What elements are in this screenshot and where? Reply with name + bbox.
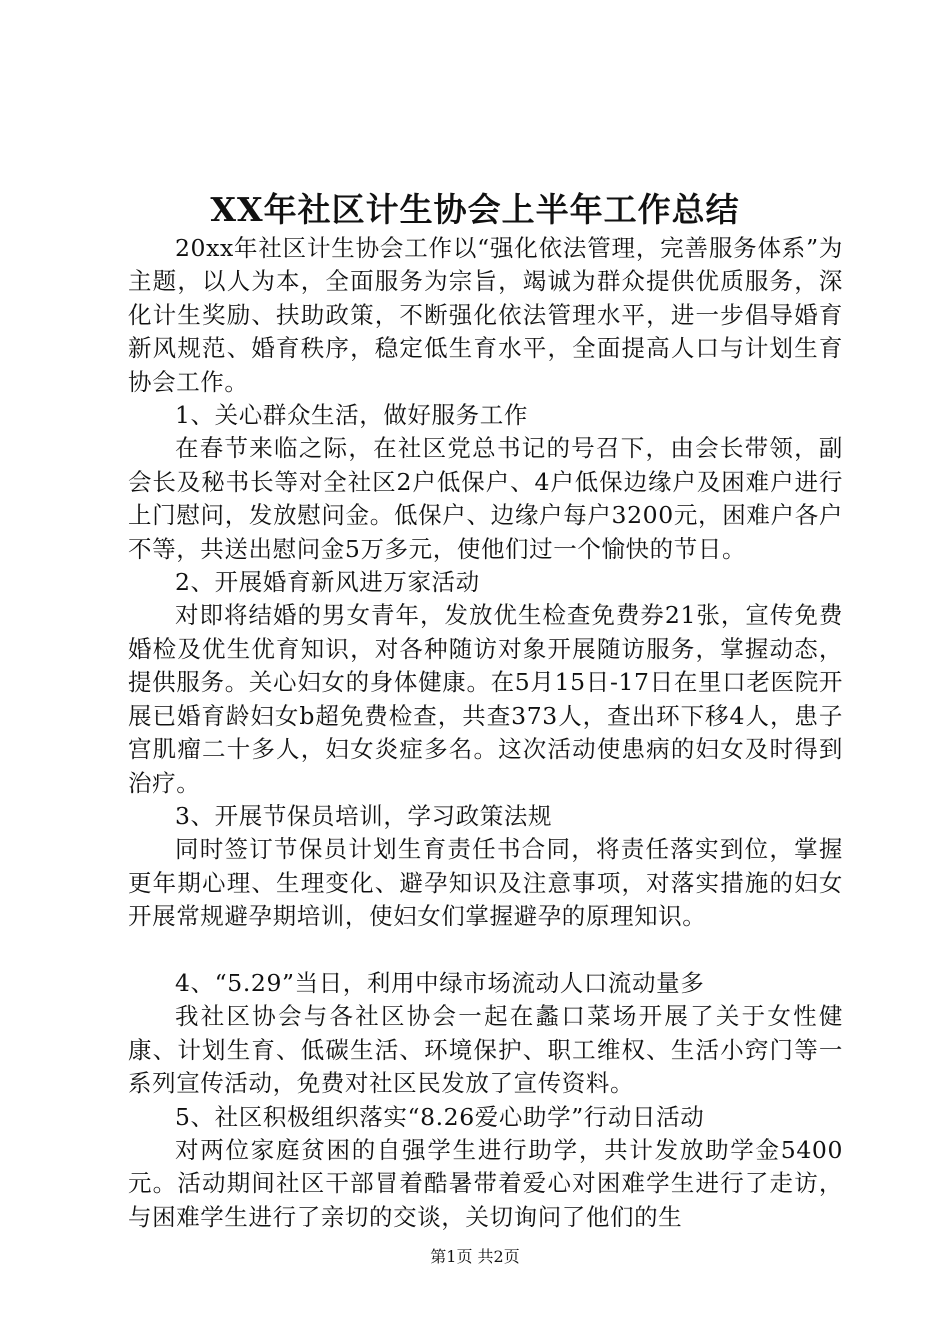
section-3-text: 同时签订节保员计划生育责任书合同，将责任落实到位，掌握更年期心理、生理变化、避孕知识及注意事项，对落实措施的妇女开展常规避孕期培训，使妇女们掌握避孕的原理知识。 <box>128 835 843 931</box>
paragraph-gap <box>128 934 843 967</box>
intro-paragraph: 20xx年社区计生协会工作以“强化依法管理，完善服务体系”为主题，以人为本，全面服务为宗旨，竭诚为群众提供优质服务，深化计生奖励、扶助政策，不断强化依法管理水平，进一步倡导婚育新风规范、婚育秩序，稳定低生育水平，全面提高人口与计划生育协会工作。 <box>128 234 843 396</box>
section-5-text: 对两位家庭贫困的自强学生进行助学，共计发放助学金5400元。活动期间社区干部冒着酷暑带着爱心对困难学生进行了走访，与困难学生进行了亲切的交谈，关切询问了他们的生 <box>128 1135 843 1231</box>
section-5-heading: 5、社区积极组织落实“8.26爱心助学”行动日活动 <box>175 1102 705 1131</box>
section-1-heading: 1、关心群众生活，做好服务工作 <box>175 401 528 430</box>
document-body <box>128 232 843 1234</box>
section-4-heading: 4、“5.29”当日，利用中绿市场流动人口流动量多 <box>175 968 705 997</box>
section-2-text: 对即将结婚的男女青年，发放优生检查免费券21张，宣传免费婚检及优生优育知识，对各种随访对象开展随访服务，掌握动态，提供服务。关心妇女的身体健康。在5月15日-17日在里口老医院开展已婚育龄妇女b超免费检查，共查373人，查出环下移4人，患子宫肌瘤二十多人，妇女炎症多名。这次活动使患病的妇女及时得到治疗。 <box>128 601 843 797</box>
section-1-text: 在春节来临之际，在社区党总书记的号召下，由会长带领，副会长及秘书长等对全社区2户低保户、4户低保边缘户及困难户进行上门慰问，发放慰问金。低保户、边缘户每户3200元，困难户各户不等，共送出慰问金5万多元，使他们过一个愉快的节日。 <box>128 434 843 563</box>
document-title: XX年社区计生协会上半年工作总结 <box>210 190 740 229</box>
page-footer: 第1页 共2页 <box>430 1247 520 1266</box>
section-2-heading: 2、开展婚育新风进万家活动 <box>175 568 480 597</box>
section-3-heading: 3、开展节保员培训，学习政策法规 <box>175 801 553 830</box>
section-4-text: 我社区协会与各社区协会一起在蠡口菜场开展了关于女性健康、计划生育、低碳生活、环境保护、职工维权、生活小窍门等一系列宣传活动，免费对社区民发放了宣传资料。 <box>128 1002 843 1098</box>
